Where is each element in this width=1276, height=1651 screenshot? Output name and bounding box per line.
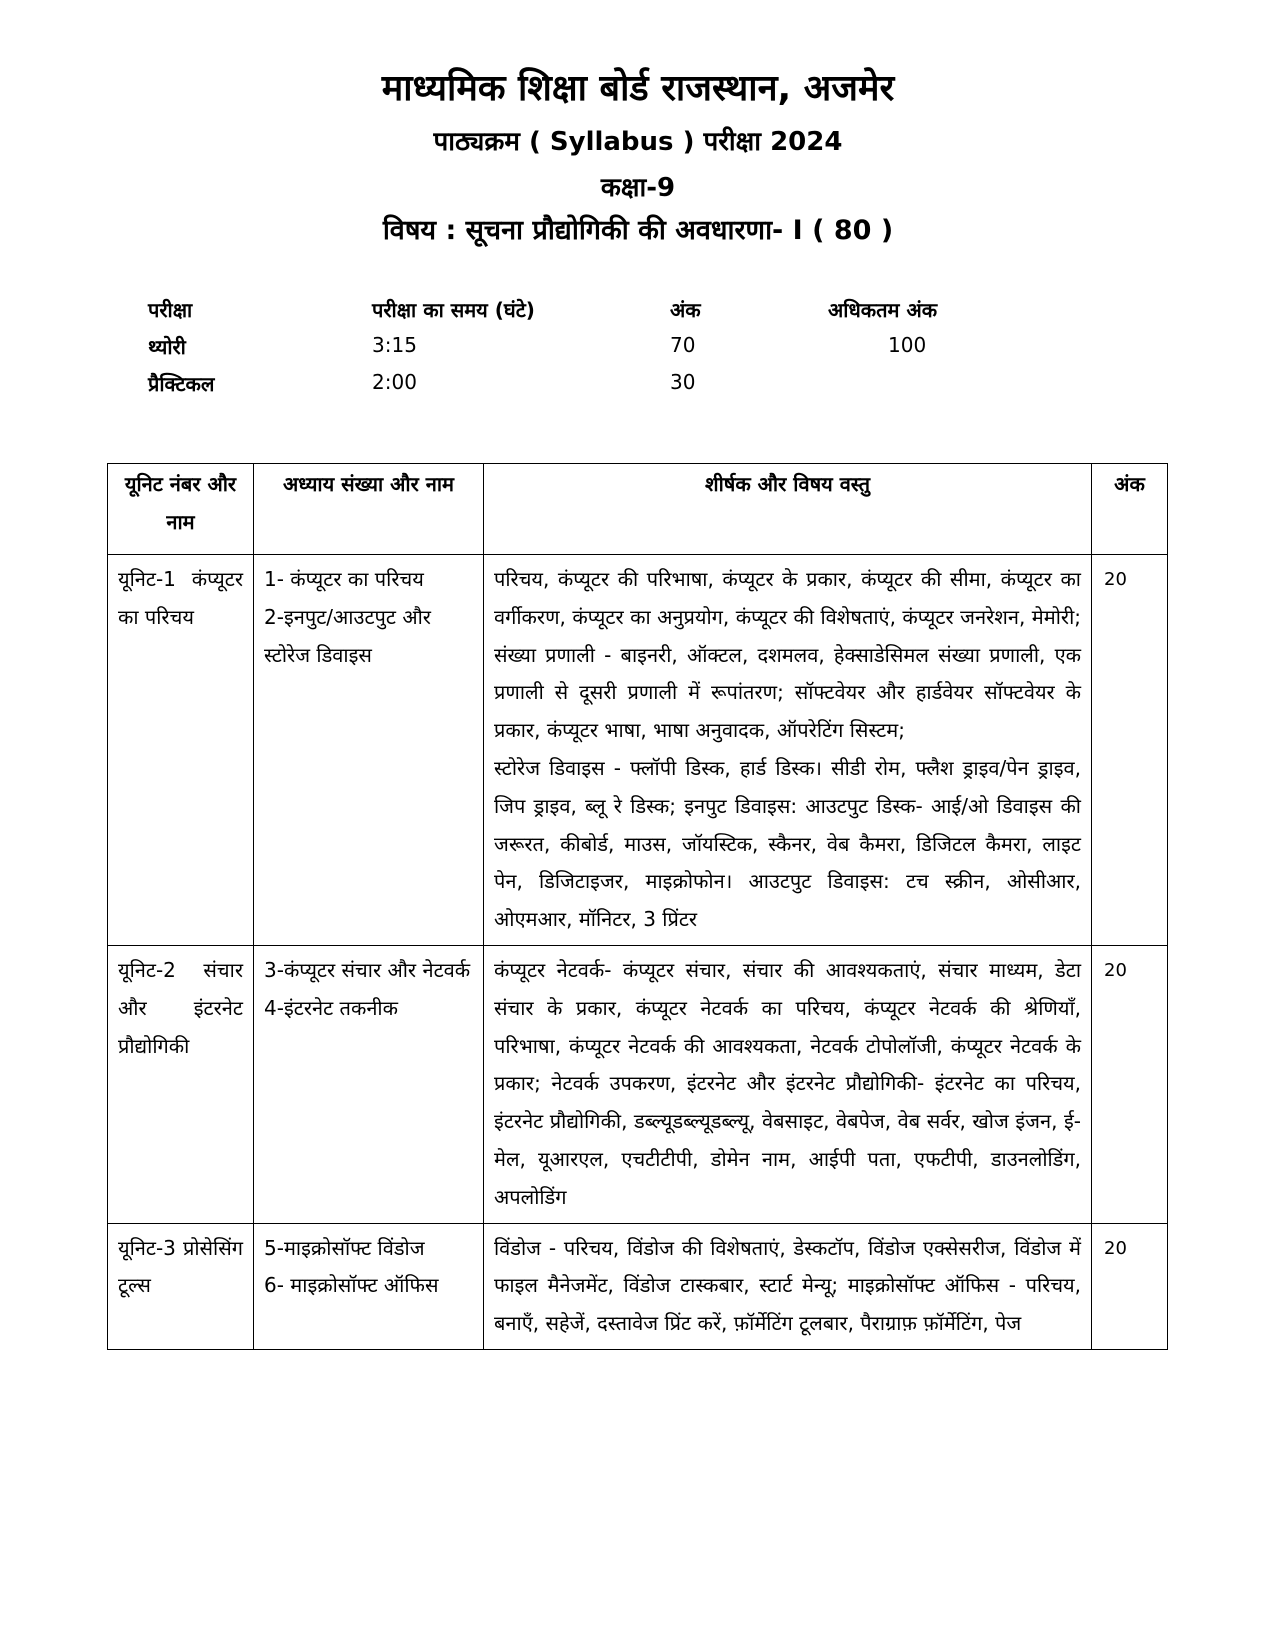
exam-header-exam: परीक्षा xyxy=(148,298,193,322)
header-marks: अंक xyxy=(1092,464,1168,555)
exam-info-header xyxy=(148,296,948,333)
exam-time: 3:15 xyxy=(372,333,417,357)
content-cell: विंडोज - परिचय, विंडोज की विशेषताएं, डेस्कटॉप, विंडोज एक्सेसरीज, विंडोज में फाइल मैनेजमेंट, विंडोज टास्कबार, स्टार्ट मेन्यू; माइक्रोसॉफ्ट ऑफिस - परिचय, बनाएँ, सहेजें, दस्तावेज प्रिंट करें, फ़ॉर्मेटिंग टूलबार, पैराग्राफ़ फ़ॉर्मेटिंग, पेज xyxy=(484,1223,1092,1349)
content-cell: कंप्यूटर नेटवर्क- कंप्यूटर संचार, संचार की आवश्यकताएं, संचार माध्यम, डेटा संचार के प्रकार, कंप्यूटर नेटवर्क का परिचय, कंप्यूटर नेटवर्क की श्रेणियाँ, परिभाषा, कंप्यूटर नेटवर्क की आवश्यकता, नेटवर्क टोपोलॉजी, कंप्यूटर नेटवर्क के प्रकार; नेटवर्क उपकरण, इंटरनेट और इंटरनेट प्रौद्योगिकी- इंटरनेट का परिचय, इंटरनेट प्रौद्योगिकी, डब्ल्यूडब्ल्यूडब्ल्यू, वेबसाइट, वेबपेज, वेब सर्वर, खोज इंजन, ई-मेल, यूआरएल, एचटीटीपी, डोमेन नाम, आईपी पता, एफटीपी, डाउनलोडिंग, अपलोडिंग xyxy=(484,945,1092,1223)
board-title: माध्यमिक शिक्षा बोर्ड राजस्थान, अजमेर xyxy=(381,68,895,109)
syllabus-table xyxy=(107,463,1168,1350)
class-title: कक्षा-9 xyxy=(600,173,676,203)
chapter-cell: 3-कंप्यूटर संचार और नेटवर्क 4-इंटरनेट तकनीक xyxy=(254,945,484,1223)
exam-header-marks: अंक xyxy=(670,298,701,322)
exam-marks: 70 xyxy=(670,333,696,357)
header-content: शीर्षक और विषय वस्तु xyxy=(484,464,1092,555)
exam-max-marks: 100 xyxy=(888,333,927,357)
syllabus-title: पाठ्यक्रम ( Syllabus ) परीक्षा 2024 xyxy=(433,127,843,157)
marks-cell: 20 xyxy=(1092,1223,1168,1349)
syllabus-header-row xyxy=(108,464,1168,555)
chapter-cell: 5-माइक्रोसॉफ्ट विंडोज 6- माइक्रोसॉफ्ट ऑफिस xyxy=(254,1223,484,1349)
header-chapter: अध्याय संख्या और नाम xyxy=(254,464,484,555)
exam-header-max-marks: अधिकतम अंक xyxy=(828,298,938,322)
exam-type: थ्योरी xyxy=(148,335,186,359)
exam-marks: 30 xyxy=(670,370,696,394)
exam-info-row xyxy=(148,333,948,370)
marks-cell: 20 xyxy=(1092,555,1168,946)
content-cell: परिचय, कंप्यूटर की परिभाषा, कंप्यूटर के प्रकार, कंप्यूटर की सीमा, कंप्यूटर का वर्गीकरण, कंप्यूटर का अनुप्रयोग, कंप्यूटर की विशेषताएं, कंप्यूटर जनरेशन, मेमोरी; संख्या प्रणाली - बाइनरी, ऑक्टल, दशमलव, हेक्साडेसिमल संख्या प्रणाली, एक प्रणाली से दूसरी प्रणाली में रूपांतरण; सॉफ्टवेयर और हार्डवेयर सॉफ्टवेयर के प्रकार, कंप्यूटर भाषा, भाषा अनुवादक, ऑपरेटिंग सिस्टम; स्टोरेज डिवाइस - फ्लॉपी डिस्क, हार्ड डिस्क। सीडी रोम, फ्लैश ड्राइव/पेन ड्राइव, जिप ड्राइव, ब्लू रे डिस्क; इनपुट डिवाइस: आउटपुट डिस्क- आई/ओ डिवाइस की जरूरत, कीबोर्ड, माउस, जॉयस्टिक, स्कैनर, वेब कैमरा, डिजिटल कैमरा, लाइट पेन, डिजिटाइजर, माइक्रोफोन। आउटपुट डिवाइस: टच स्क्रीन, ओसीआर, ओएमआर, मॉनिटर, 3 प्रिंटर xyxy=(484,555,1092,946)
subject-title: विषय : सूचना प्रौद्योगिकी की अवधारणा- I ( 80 ) xyxy=(382,215,894,246)
exam-header-time: परीक्षा का समय (घंटे) xyxy=(372,298,535,322)
table-row xyxy=(108,945,1168,1223)
marks-cell: 20 xyxy=(1092,945,1168,1223)
exam-info-row xyxy=(148,370,948,407)
table-row xyxy=(108,555,1168,946)
unit-cell: यूनिट-1 कंप्यूटर का परिचय xyxy=(108,555,254,946)
unit-cell: यूनिट-3 प्रोसेसिंग टूल्स xyxy=(108,1223,254,1349)
exam-info-table xyxy=(148,296,948,407)
chapter-cell: 1- कंप्यूटर का परिचय 2-इनपुट/आउटपुट और स्टोरेज डिवाइस xyxy=(254,555,484,946)
unit-cell: यूनिट-2 संचार और इंटरनेट प्रौद्योगिकी xyxy=(108,945,254,1223)
header-unit: यूनिट नंबर और नाम xyxy=(108,464,254,555)
table-row xyxy=(108,1223,1168,1349)
exam-type: प्रैक्टिकल xyxy=(148,372,215,396)
exam-time: 2:00 xyxy=(372,370,417,394)
